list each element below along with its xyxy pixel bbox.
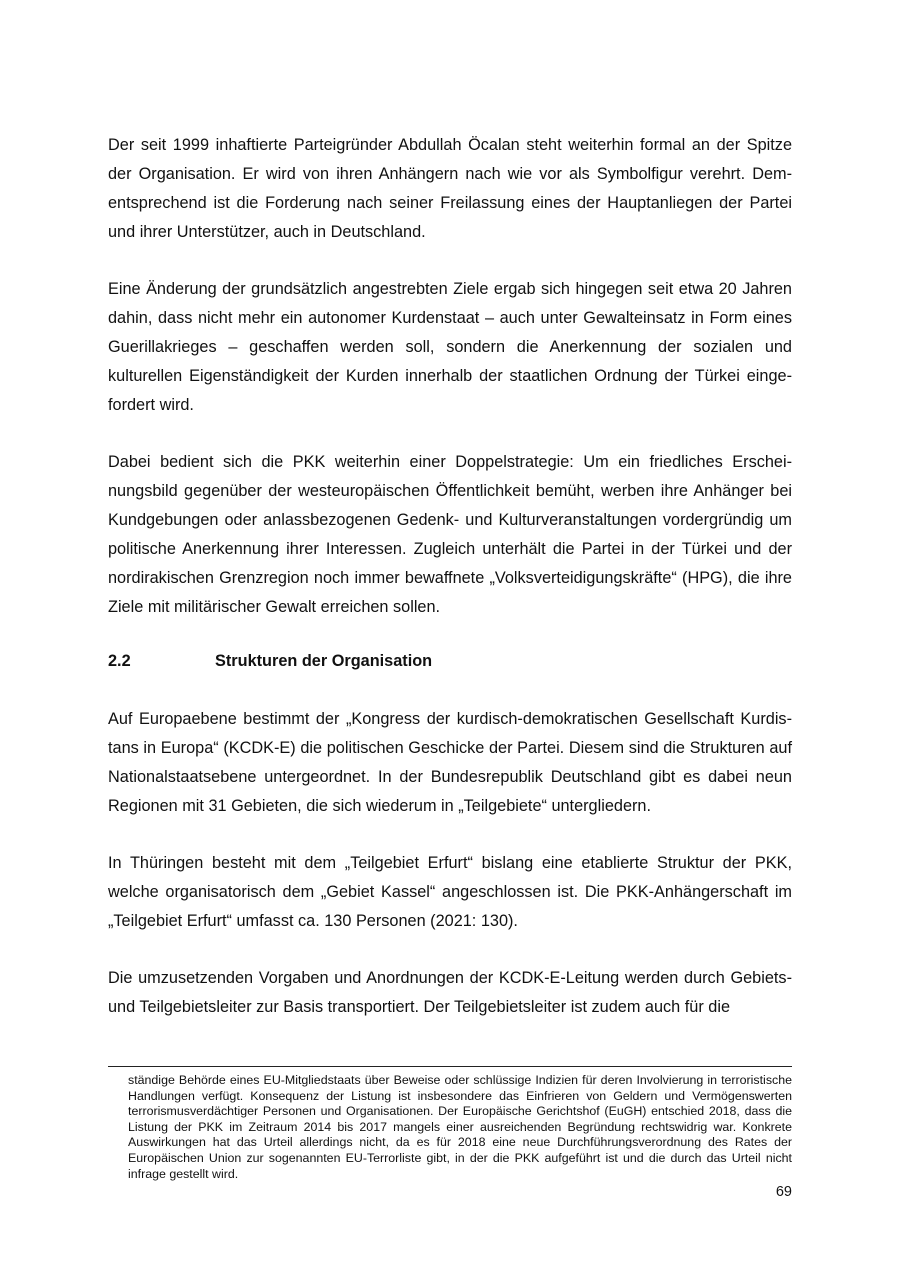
section-title: Strukturen der Organisation [215,652,433,670]
paragraph-directives: Die umzusetzenden Vorgaben und Anordnungen der KCDK-E-Leitung werden durch Gebiets- und Teilgebietsleiter zur Basis transportiert. Der Teilgebietsleiter ist zudem auch für die [108,969,792,1016]
footnote-text: ständige Behörde eines EU-Mitgliedstaats über Beweise oder schlüssige Indizien für deren Involvierung in terroristische Handlungen verfügt. Konsequenz der Listung ist insbesondere das Einfrieren von Geldern und Vermögenswerten terrorismusverdächtiger Personen und Organisationen. Der Europäische Gerichtshof (EuGH) entschied 2018, dass die Listung der PKK im Zeitraum 2014 bis 2017 mangels einer ausreichenden Begründung rechtswidrig war. Konkrete Auswirkungen hat das Urteil allerdings nicht, da es für 2018 eine neue Durchführungsverordnung des Rates der Europäischen Union zur sogenannten EU-Terrorliste gibt, in der die PKK aufgeführt ist und die durch das Urteil nicht infrage gestellt wird. [128,1073,792,1181]
section-heading [108,647,792,676]
section-number: 2.2 [108,652,131,670]
footnote-separator [108,1066,792,1067]
paragraph-europe-level: Auf Europaebene bestimmt der „Kongress der kurdisch-demokratischen Gesellschaft Kurdistans in Europa“ (KCDK-E) die politischen Geschicke der Partei. Diesem sind die Strukturen auf Nationalstaatsebene untergeordnet. In der Bundesrepublik Deutschland gibt es dabei neun Regionen mit 31 Gebieten, die sich wiederum in „Teilgebiete“ untergliedern. [108,710,792,815]
page-number: 69 [775,1184,792,1200]
paragraph-oecalan: Der seit 1999 inhaftierte Parteigründer Abdullah Öcalan steht weiterhin formal an der Spitze der Organisation. Er wird von ihren Anhängern nach wie vor als Symbolfigur verehrt. Dementsprechend ist die Forderung nach seiner Freilassung eines der Hauptanliegen der Partei und ihrer Unterstützer, auch in Deutschland. [108,136,792,241]
paragraph-double-strategy: Dabei bedient sich die PKK weiterhin einer Doppelstrategie: Um ein friedliches Erscheinungsbild gegenüber der westeuropäischen Öffentlichkeit bemüht, werben ihre Anhänger bei Kundgebungen oder anlassbezogenen Gedenk- und Kulturveranstaltungen vordergründig um politische Anerkennung ihrer Interessen. Zugleich unterhält die Partei in der Türkei und der nordirakischen Grenzregion noch immer bewaffnete „Volksverteidigungskräfte“ (HPG), die ihre Ziele mit militärischer Gewalt erreichen sollen. [108,453,792,616]
paragraph-goals: Eine Änderung der grundsätzlich angestrebten Ziele ergab sich hingegen seit etwa 20 Jahren dahin, dass nicht mehr ein autonomer Kurdenstaat – auch unter Gewalteinsatz in Form eines Guerillakrieges – geschaffen werden soll, sondern die Anerkennung der sozialen und kulturellen Eigenständigkeit der Kurden innerhalb der staatlichen Ordnung der Türkei eingefordert wird. [108,280,792,414]
paragraph-thuringia: In Thüringen besteht mit dem „Teilgebiet Erfurt“ bislang eine etablierte Struktur der PKK, welche organisatorisch dem „Gebiet Kassel“ angeschlossen ist. Die PKK-Anhängerschaft im „Teilgebiet Erfurt“ umfasst ca. 130 Personen (2021: 130). [108,854,792,930]
